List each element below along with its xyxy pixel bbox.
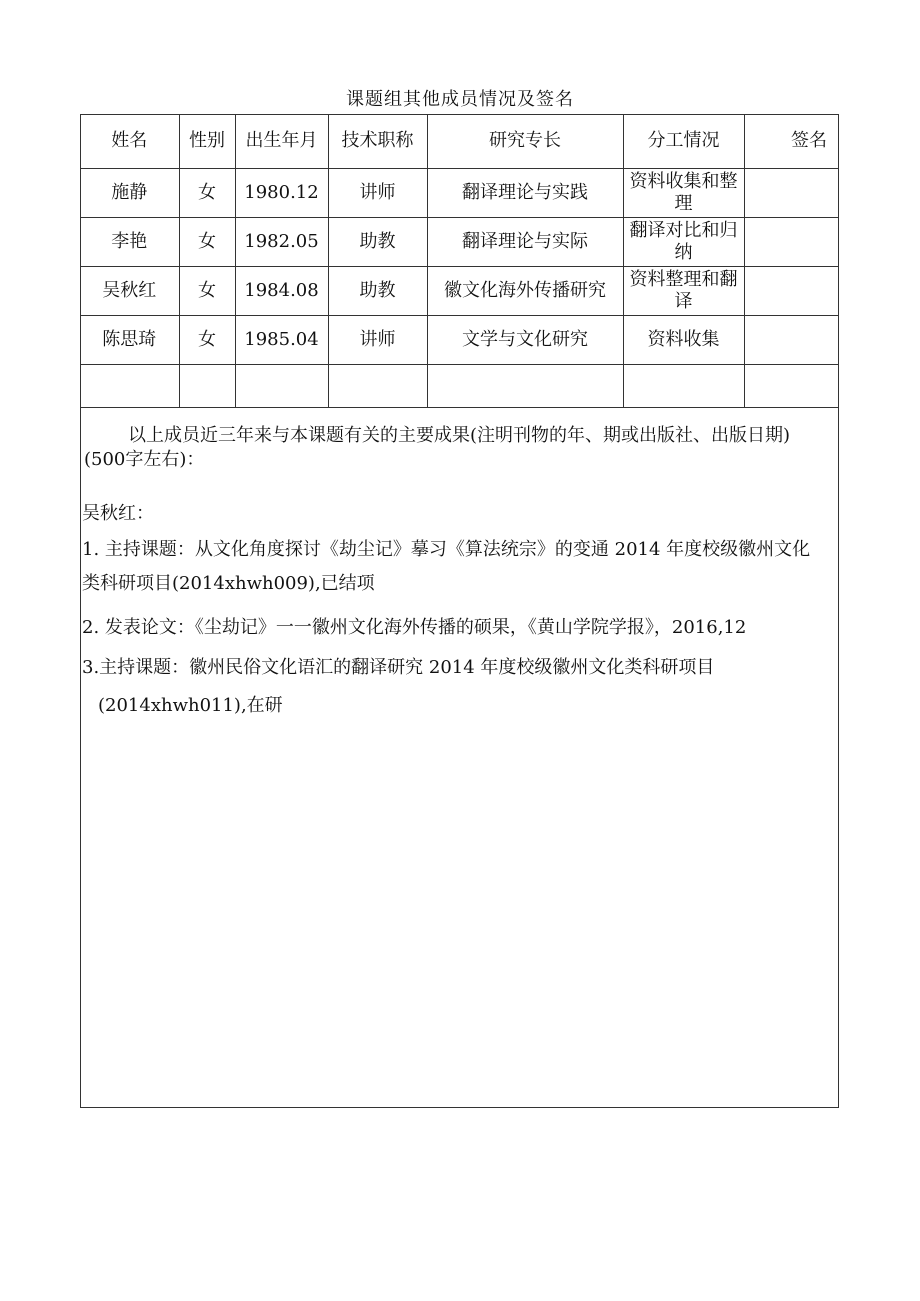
cell-signature[interactable] xyxy=(744,365,839,408)
cell-birth: 1982.05 xyxy=(235,218,328,267)
achievement-item-3-line-2: (2014xhwh011),在研 xyxy=(98,695,283,716)
cell-gender: 女 xyxy=(179,169,235,218)
cell-signature[interactable] xyxy=(744,316,839,365)
cell-name: 施静 xyxy=(80,169,179,218)
achievement-item-3-line-1: 3.主持课题：徽州民俗文化语汇的翻译研究 2014 年度校级徽州文化类科研项目 xyxy=(82,657,715,678)
achievement-item-2: 2. 发表论文：《尘劫记》一一徽州文化海外传播的硕果，《黄山学院学报》，2016,12 xyxy=(82,617,747,638)
cell-specialty: 文学与文化研究 xyxy=(427,316,623,365)
cell-duty: 翻译对比和归纳 xyxy=(623,218,744,267)
cell-specialty[interactable] xyxy=(427,365,623,408)
cell-gender: 女 xyxy=(179,218,235,267)
cell-birth[interactable] xyxy=(235,365,328,408)
cell-specialty: 翻译理论与实际 xyxy=(427,218,623,267)
cell-birth: 1984.08 xyxy=(235,267,328,316)
achievements-instruction: 以上成员近三年来与本课题有关的主要成果(注明刊物的年、期或出版社、出版日期)(500字左右)： xyxy=(84,425,791,470)
cell-specialty: 翻译理论与实践 xyxy=(427,169,623,218)
table-row xyxy=(80,169,839,218)
header-duty: 分工情况 xyxy=(623,114,744,169)
cell-signature[interactable] xyxy=(744,169,839,218)
cell-name[interactable] xyxy=(80,365,179,408)
cell-duty[interactable] xyxy=(623,365,744,408)
cell-duty: 资料收集 xyxy=(623,316,744,365)
cell-signature[interactable] xyxy=(744,267,839,316)
cell-gender: 女 xyxy=(179,316,235,365)
cell-title[interactable] xyxy=(328,365,427,408)
header-specialty: 研究专长 xyxy=(427,114,623,169)
cell-title: 助教 xyxy=(328,218,427,267)
cell-signature[interactable] xyxy=(744,218,839,267)
header-birth: 出生年月 xyxy=(235,114,328,169)
cell-gender[interactable] xyxy=(179,365,235,408)
cell-name: 陈思琦 xyxy=(80,316,179,365)
cell-title: 讲师 xyxy=(328,316,427,365)
page-title: 课题组其他成员情况及签名 xyxy=(346,89,574,110)
cell-title: 助教 xyxy=(328,267,427,316)
member-name-heading: 吴秋红： xyxy=(82,503,154,524)
cell-name: 吴秋红 xyxy=(80,267,179,316)
header-title: 技术职称 xyxy=(328,114,427,169)
members-table xyxy=(80,114,839,408)
cell-duty: 资料整理和翻译 xyxy=(623,267,744,316)
table-row-empty xyxy=(80,365,839,408)
header-signature: 签名 xyxy=(744,114,839,169)
cell-duty: 资料收集和整理 xyxy=(623,169,744,218)
cell-gender: 女 xyxy=(179,267,235,316)
cell-name: 李艳 xyxy=(80,218,179,267)
table-row xyxy=(80,267,839,316)
table-header-row xyxy=(80,114,839,169)
cell-birth: 1980.12 xyxy=(235,169,328,218)
header-gender: 性别 xyxy=(179,114,235,169)
cell-birth: 1985.04 xyxy=(235,316,328,365)
table-row xyxy=(80,316,839,365)
cell-title: 讲师 xyxy=(328,169,427,218)
achievement-item-1-line-2: 类科研项目(2014xhwh009),已结项 xyxy=(82,573,375,594)
table-row xyxy=(80,218,839,267)
header-name: 姓名 xyxy=(80,114,179,169)
cell-specialty: 徽文化海外传播研究 xyxy=(427,267,623,316)
achievement-item-1-line-1: 1. 主持课题：从文化角度探讨《劫尘记》摹习《算法统宗》的变通 2014 年度校级徽州文化 xyxy=(82,539,811,560)
